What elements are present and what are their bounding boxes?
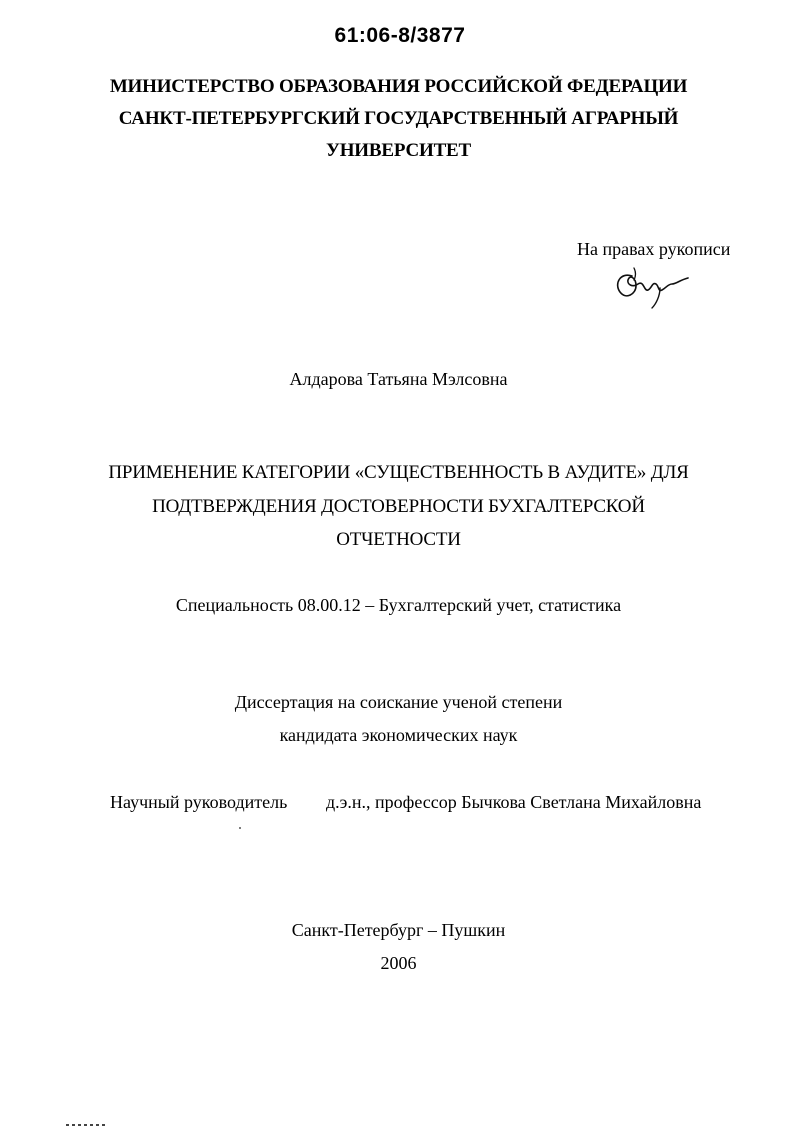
ministry-line-1: МИНИСТЕРСТВО ОБРАЗОВАНИЯ РОССИЙСКОЙ ФЕДЕРАЦИИ — [109, 76, 688, 97]
adviser-name: д.э.н., профессор Бычкова Светлана Михайловна — [326, 792, 702, 812]
rights-note: На правах рукописи — [577, 239, 731, 259]
author-name: Алдарова Татьяна Мэлсовна — [289, 369, 508, 389]
adviser-label: Научный руководитель — [110, 792, 288, 812]
specialty: Специальность 08.00.12 – Бухгалтерский учет, статистика — [175, 595, 622, 615]
scan-speck — [239, 827, 241, 829]
catalog-number: 61:06-8/3877 — [334, 24, 466, 47]
scan-edge-mark — [66, 1124, 108, 1126]
ministry-line-2: САНКТ-ПЕТЕРБУРГСКИЙ ГОСУДАРСТВЕННЫЙ АГРАРНЫЙ — [118, 108, 679, 129]
thesis-title-line-2: ПОДТВЕРЖДЕНИЯ ДОСТОВЕРНОСТИ БУХГАЛТЕРСКОЙ — [152, 496, 645, 517]
year: 2006 — [380, 953, 417, 973]
thesis-title-line-3: ОТЧЕТНОСТИ — [336, 529, 461, 550]
ministry-line-3: УНИВЕРСИТЕТ — [325, 140, 471, 161]
dissertation-line-2: кандидата экономических наук — [279, 725, 518, 745]
signature-icon — [610, 262, 695, 312]
thesis-title-line-1: ПРИМЕНЕНИЕ КАТЕГОРИИ «СУЩЕСТВЕННОСТЬ В АУДИТЕ» ДЛЯ — [108, 462, 689, 483]
dissertation-line-1: Диссертация на соискание ученой степени — [234, 692, 563, 712]
city: Санкт-Петербург – Пушкин — [291, 920, 506, 940]
